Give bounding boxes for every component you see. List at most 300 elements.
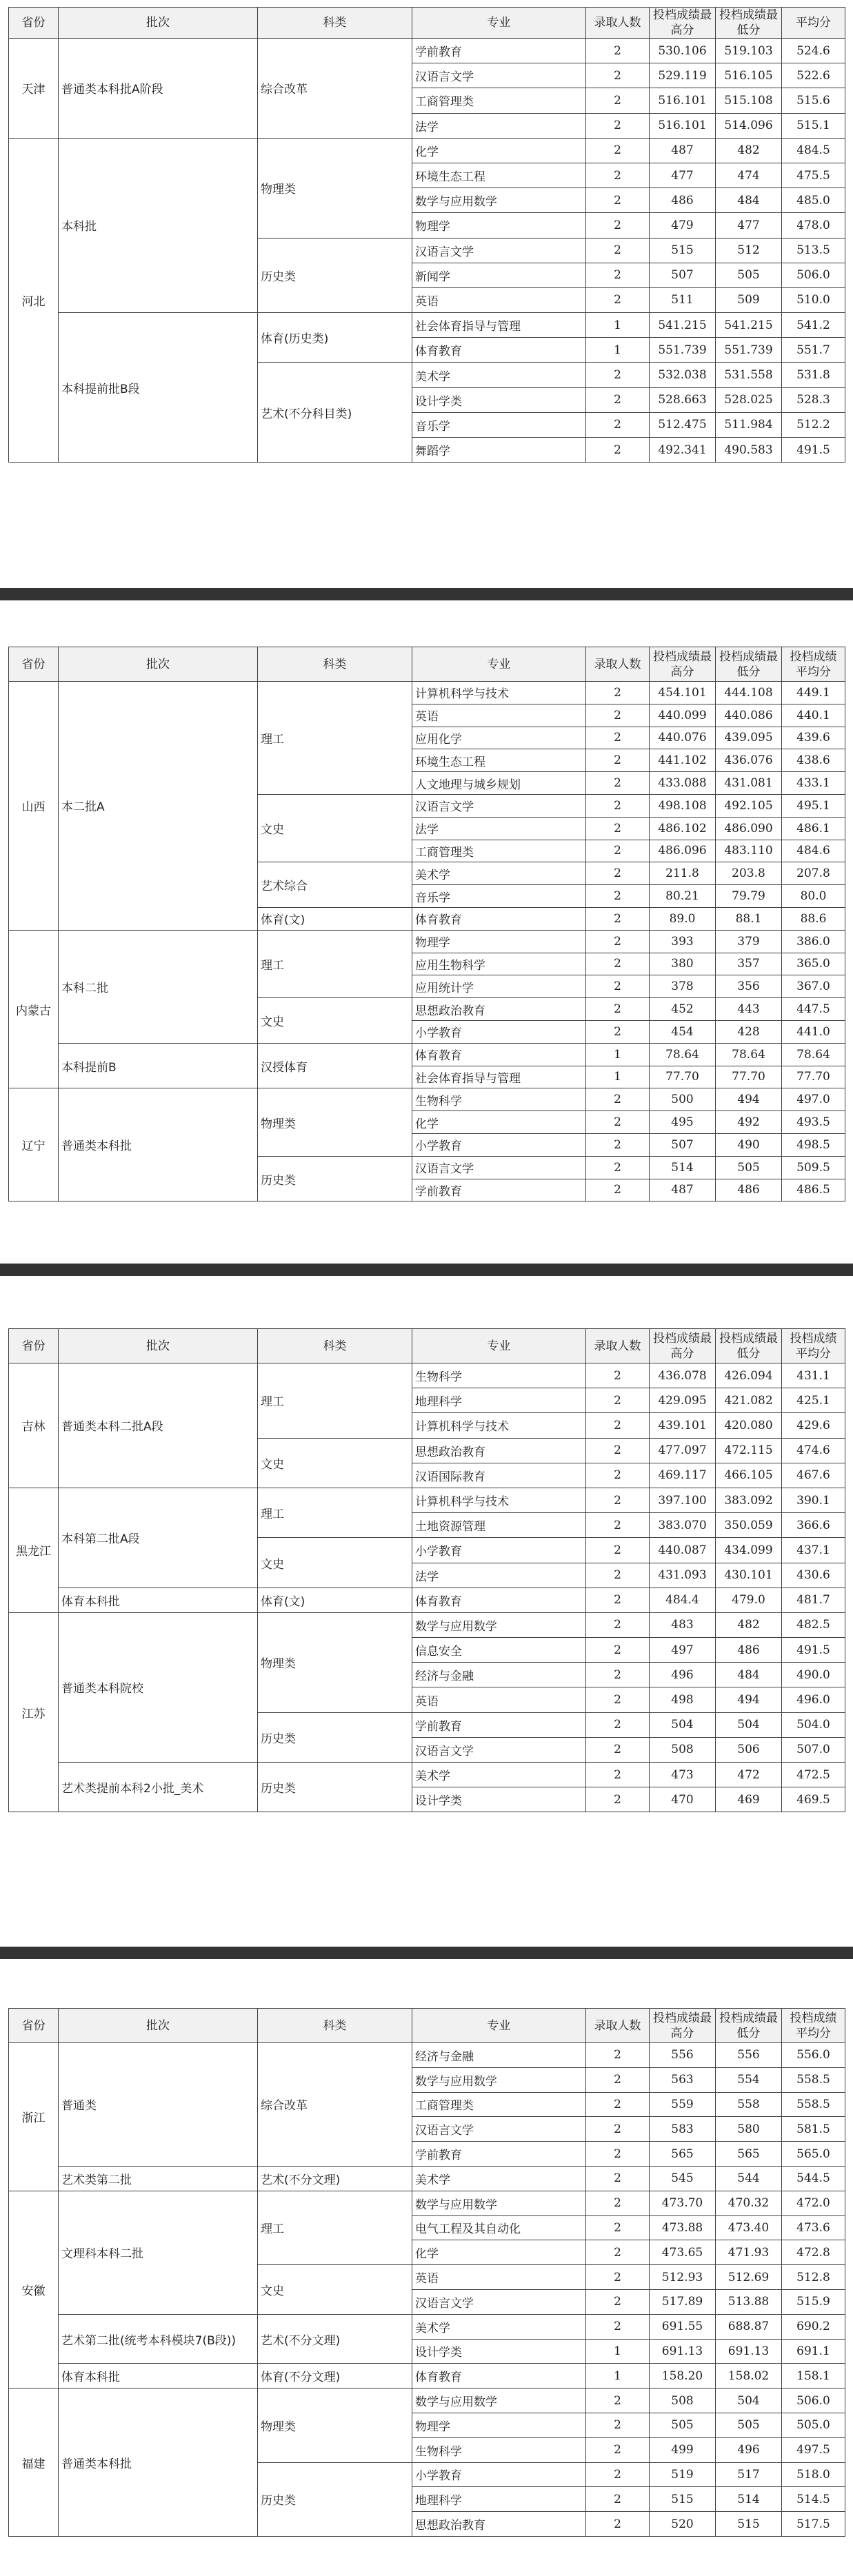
- min-score-cell: 531.558: [716, 363, 782, 387]
- max-score-cell: 484.4: [650, 1588, 716, 1612]
- max-score-cell: 211.8: [650, 862, 716, 885]
- major-cell: 应用化学: [412, 727, 586, 749]
- min-score-cell: 505: [716, 1156, 782, 1179]
- min-score-cell: 430.101: [716, 1563, 782, 1588]
- enroll-count-cell: 2: [586, 287, 650, 312]
- max-score-cell: 158.20: [650, 2364, 716, 2389]
- header-batch: 批次: [59, 2009, 258, 2043]
- table-row: [9, 313, 845, 338]
- enroll-count-cell: 2: [586, 2512, 650, 2537]
- major-cell: 计算机科学与技术: [412, 1488, 586, 1512]
- major-cell: 土地资源管理: [412, 1513, 586, 1538]
- major-cell: 学前教育: [412, 39, 586, 63]
- max-score-cell: 486: [650, 188, 716, 213]
- min-score-cell: 440.086: [716, 704, 782, 727]
- avg-score-cell: 433.1: [782, 772, 845, 795]
- major-cell: 环境生态工程: [412, 163, 586, 187]
- max-score-cell: 487: [650, 138, 716, 163]
- table-row: [9, 2191, 845, 2215]
- category-cell: 体育(历史类): [258, 313, 412, 363]
- max-score-cell: 541.215: [650, 313, 716, 338]
- province-cell: 辽宁: [9, 1088, 59, 1201]
- min-score-cell: 477: [716, 213, 782, 238]
- min-score-cell: 357: [716, 953, 782, 975]
- min-score-cell: 471.93: [716, 2240, 782, 2265]
- enroll-count-cell: 2: [586, 63, 650, 88]
- batch-cell: 普通类: [59, 2043, 258, 2167]
- max-score-cell: 440.076: [650, 727, 716, 749]
- header-major: 专业: [412, 647, 586, 682]
- min-score-cell: 78.64: [716, 1043, 782, 1066]
- table-row: [9, 39, 845, 63]
- batch-cell: 艺术类提前本科2小批_美术: [59, 1763, 258, 1812]
- admission-table: [8, 647, 845, 1201]
- table-row: [9, 2166, 845, 2191]
- max-score-cell: 436.078: [650, 1363, 716, 1388]
- enroll-count-cell: 1: [586, 338, 650, 363]
- category-cell: 文史: [258, 998, 412, 1044]
- enroll-count-cell: 2: [586, 1563, 650, 1588]
- category-cell: 艺术综合: [258, 862, 412, 908]
- major-cell: 汉语言文学: [412, 794, 586, 817]
- major-cell: 体育教育: [412, 2364, 586, 2389]
- avg-score-cell: 691.1: [782, 2339, 845, 2364]
- major-cell: 化学: [412, 1111, 586, 1134]
- enroll-count-cell: 2: [586, 213, 650, 238]
- batch-cell: 本科提前批B段: [59, 313, 258, 463]
- min-score-cell: 514.096: [716, 113, 782, 138]
- avg-score-cell: 441.0: [782, 1020, 845, 1043]
- enroll-count-cell: 2: [586, 88, 650, 113]
- max-score-cell: 519: [650, 2462, 716, 2487]
- major-cell: 体育教育: [412, 1588, 586, 1612]
- enroll-count-cell: 2: [586, 794, 650, 817]
- max-score-cell: 551.739: [650, 338, 716, 363]
- min-score-cell: 479.0: [716, 1588, 782, 1612]
- max-score-cell: 454.101: [650, 682, 716, 704]
- table-row: [9, 930, 845, 953]
- avg-score-cell: 491.5: [782, 438, 845, 463]
- category-cell: 物理类: [258, 138, 412, 238]
- min-score-cell: 383.092: [716, 1488, 782, 1512]
- major-cell: 思想政治教育: [412, 998, 586, 1021]
- min-score-cell: 490.583: [716, 438, 782, 463]
- batch-cell: 普通类本科批: [59, 2389, 258, 2537]
- avg-score-cell: 438.6: [782, 749, 845, 772]
- max-score-cell: 433.088: [650, 772, 716, 795]
- max-score-cell: 486.096: [650, 840, 716, 862]
- category-cell: 体育(文): [258, 907, 412, 930]
- major-cell: 体育教育: [412, 907, 586, 930]
- header-province: 省份: [9, 647, 59, 682]
- min-score-cell: 506: [716, 1737, 782, 1762]
- max-score-cell: 508: [650, 1737, 716, 1762]
- min-score-cell: 472: [716, 1763, 782, 1787]
- avg-score-cell: 207.8: [782, 862, 845, 885]
- max-score-cell: 380: [650, 953, 716, 975]
- enroll-count-cell: 2: [586, 1612, 650, 1637]
- batch-cell: 本科批: [59, 138, 258, 312]
- max-score-cell: 583: [650, 2117, 716, 2142]
- max-score-cell: 508: [650, 2389, 716, 2413]
- major-cell: 法学: [412, 817, 586, 840]
- max-score-cell: 397.100: [650, 1488, 716, 1512]
- table-row: [9, 2389, 845, 2413]
- max-score-cell: 393: [650, 930, 716, 953]
- header-major: 专业: [412, 8, 586, 39]
- max-score-cell: 495: [650, 1111, 716, 1134]
- category-cell: 文史: [258, 2265, 412, 2315]
- major-cell: 汉语言文学: [412, 238, 586, 263]
- header-min-score: 投档成绩最低分: [716, 8, 782, 39]
- max-score-cell: 507: [650, 1133, 716, 1156]
- province-cell: 江苏: [9, 1612, 59, 1812]
- max-score-cell: 497: [650, 1638, 716, 1663]
- avg-score-cell: 506.0: [782, 263, 845, 287]
- avg-score-cell: 690.2: [782, 2314, 845, 2339]
- province-cell: 吉林: [9, 1363, 59, 1488]
- enroll-count-cell: 2: [586, 930, 650, 953]
- min-score-cell: 551.739: [716, 338, 782, 363]
- min-score-cell: 515: [716, 2512, 782, 2537]
- major-cell: 信息安全: [412, 1638, 586, 1663]
- min-score-cell: 494: [716, 1687, 782, 1712]
- avg-score-cell: 431.1: [782, 1363, 845, 1388]
- min-score-cell: 421.082: [716, 1388, 782, 1413]
- min-score-cell: 565: [716, 2142, 782, 2167]
- major-cell: 新闻学: [412, 263, 586, 287]
- category-cell: 历史类: [258, 238, 412, 313]
- section-divider: [0, 1947, 853, 1959]
- major-cell: 学前教育: [412, 2142, 586, 2167]
- table-row: [9, 138, 845, 163]
- avg-score-cell: 524.6: [782, 39, 845, 63]
- enroll-count-cell: 2: [586, 862, 650, 885]
- max-score-cell: 439.101: [650, 1413, 716, 1438]
- enroll-count-cell: 2: [586, 2043, 650, 2068]
- major-cell: 英语: [412, 1687, 586, 1712]
- avg-score-cell: 497.0: [782, 1088, 845, 1111]
- major-cell: 法学: [412, 1563, 586, 1588]
- avg-score-cell: 469.5: [782, 1787, 845, 1812]
- min-score-cell: 431.081: [716, 772, 782, 795]
- enroll-count-cell: 2: [586, 2166, 650, 2191]
- header-min-score: 投档成绩最低分: [716, 2009, 782, 2043]
- enroll-count-cell: 2: [586, 2314, 650, 2339]
- min-score-cell: 472.115: [716, 1438, 782, 1463]
- avg-score-cell: 365.0: [782, 953, 845, 975]
- enroll-count-cell: 2: [586, 363, 650, 387]
- max-score-cell: 500: [650, 1088, 716, 1111]
- enroll-count-cell: 2: [586, 1513, 650, 1538]
- header-avg-score: 投档成绩平均分: [782, 647, 845, 682]
- table-row: [9, 1088, 845, 1111]
- avg-score-cell: 504.0: [782, 1712, 845, 1737]
- major-cell: 数学与应用数学: [412, 2389, 586, 2413]
- max-score-cell: 514: [650, 1156, 716, 1179]
- enroll-count-cell: 2: [586, 1687, 650, 1712]
- enroll-count-cell: 2: [586, 2265, 650, 2290]
- major-cell: 地理科学: [412, 1388, 586, 1413]
- min-score-cell: 483.110: [716, 840, 782, 862]
- max-score-cell: 383.070: [650, 1513, 716, 1538]
- max-score-cell: 441.102: [650, 749, 716, 772]
- enroll-count-cell: 2: [586, 412, 650, 437]
- min-score-cell: 505: [716, 2413, 782, 2437]
- max-score-cell: 498: [650, 1687, 716, 1712]
- avg-score-cell: 158.1: [782, 2364, 845, 2389]
- table-row: [9, 1488, 845, 1512]
- header-province: 省份: [9, 1329, 59, 1363]
- major-cell: 数学与应用数学: [412, 2191, 586, 2215]
- major-cell: 电气工程及其自动化: [412, 2215, 586, 2240]
- enroll-count-cell: 2: [586, 2117, 650, 2142]
- avg-score-cell: 544.5: [782, 2166, 845, 2191]
- avg-score-cell: 498.5: [782, 1133, 845, 1156]
- enroll-count-cell: 2: [586, 1638, 650, 1663]
- max-score-cell: 469.117: [650, 1463, 716, 1488]
- enroll-count-cell: 2: [586, 1763, 650, 1787]
- max-score-cell: 77.70: [650, 1066, 716, 1088]
- min-score-cell: 434.099: [716, 1538, 782, 1563]
- major-cell: 思想政治教育: [412, 2512, 586, 2537]
- major-cell: 汉语言文学: [412, 1737, 586, 1762]
- max-score-cell: 440.087: [650, 1538, 716, 1563]
- avg-score-cell: 80.0: [782, 885, 845, 908]
- major-cell: 英语: [412, 287, 586, 312]
- avg-score-cell: 474.6: [782, 1438, 845, 1463]
- table-row: [9, 1588, 845, 1612]
- major-cell: 小学教育: [412, 2462, 586, 2487]
- min-score-cell: 513.88: [716, 2289, 782, 2314]
- enroll-count-cell: 1: [586, 1043, 650, 1066]
- avg-score-cell: 486.1: [782, 817, 845, 840]
- max-score-cell: 511: [650, 287, 716, 312]
- min-score-cell: 492.105: [716, 794, 782, 817]
- major-cell: 物理学: [412, 213, 586, 238]
- avg-score-cell: 515.9: [782, 2289, 845, 2314]
- min-score-cell: 88.1: [716, 907, 782, 930]
- header-avg-score: 投档成绩平均分: [782, 1329, 845, 1363]
- avg-score-cell: 77.70: [782, 1066, 845, 1088]
- min-score-cell: 490: [716, 1133, 782, 1156]
- max-score-cell: 563: [650, 2067, 716, 2092]
- avg-score-cell: 513.5: [782, 238, 845, 263]
- category-cell: 艺术(不分科目类): [258, 363, 412, 463]
- min-score-cell: 558: [716, 2092, 782, 2117]
- avg-score-cell: 518.0: [782, 2462, 845, 2487]
- min-score-cell: 504: [716, 1712, 782, 1737]
- max-score-cell: 515: [650, 238, 716, 263]
- enroll-count-cell: 2: [586, 2142, 650, 2167]
- major-cell: 小学教育: [412, 1538, 586, 1563]
- major-cell: 数学与应用数学: [412, 2067, 586, 2092]
- avg-score-cell: 467.6: [782, 1463, 845, 1488]
- avg-score-cell: 484.6: [782, 840, 845, 862]
- max-score-cell: 545: [650, 2166, 716, 2191]
- section-1: [8, 7, 845, 463]
- avg-score-cell: 556.0: [782, 2043, 845, 2068]
- major-cell: 汉语言文学: [412, 1156, 586, 1179]
- max-score-cell: 515: [650, 2487, 716, 2512]
- header-category: 科类: [258, 647, 412, 682]
- enroll-count-cell: 2: [586, 263, 650, 287]
- category-cell: 物理类: [258, 1612, 412, 1712]
- major-cell: 应用生物科学: [412, 953, 586, 975]
- enroll-count-cell: 2: [586, 2487, 650, 2512]
- max-score-cell: 512.93: [650, 2265, 716, 2290]
- major-cell: 数学与应用数学: [412, 1612, 586, 1637]
- min-score-cell: 496: [716, 2437, 782, 2462]
- batch-cell: 本二批A: [59, 682, 258, 931]
- major-cell: 英语: [412, 704, 586, 727]
- header-max-score: 投档成绩最高分: [650, 2009, 716, 2043]
- category-cell: 历史类: [258, 1712, 412, 1762]
- enroll-count-cell: 2: [586, 1663, 650, 1687]
- min-score-cell: 379: [716, 930, 782, 953]
- enroll-count-cell: 2: [586, 772, 650, 795]
- max-score-cell: 559: [650, 2092, 716, 2117]
- avg-score-cell: 472.0: [782, 2191, 845, 2215]
- enroll-count-cell: 2: [586, 1156, 650, 1179]
- min-score-cell: 356: [716, 975, 782, 998]
- major-cell: 设计学类: [412, 1787, 586, 1812]
- major-cell: 物理学: [412, 2413, 586, 2437]
- category-cell: 理工: [258, 930, 412, 997]
- category-cell: 体育(不分文理): [258, 2364, 412, 2389]
- category-cell: 理工: [258, 682, 412, 795]
- enroll-count-cell: 2: [586, 1438, 650, 1463]
- section-divider: [0, 1264, 853, 1276]
- header-category: 科类: [258, 8, 412, 39]
- avg-score-cell: 505.0: [782, 2413, 845, 2437]
- min-score-cell: 544: [716, 2166, 782, 2191]
- category-cell: 历史类: [258, 1156, 412, 1201]
- table-row: [9, 682, 845, 704]
- table-row: [9, 1763, 845, 1787]
- header-min-score: 投档成绩最低分: [716, 647, 782, 682]
- enroll-count-cell: 2: [586, 2092, 650, 2117]
- avg-score-cell: 478.0: [782, 213, 845, 238]
- enroll-count-cell: 2: [586, 1111, 650, 1134]
- max-score-cell: 517.89: [650, 2289, 716, 2314]
- avg-score-cell: 366.6: [782, 1513, 845, 1538]
- enroll-count-cell: 2: [586, 2462, 650, 2487]
- category-cell: 物理类: [258, 2389, 412, 2462]
- min-score-cell: 484: [716, 188, 782, 213]
- max-score-cell: 528.663: [650, 387, 716, 412]
- min-score-cell: 420.080: [716, 1413, 782, 1438]
- header-batch: 批次: [59, 647, 258, 682]
- table-row: [9, 1043, 845, 1066]
- province-cell: 黑龙江: [9, 1488, 59, 1612]
- major-cell: 英语: [412, 2265, 586, 2290]
- header-enroll: 录取人数: [586, 2009, 650, 2043]
- major-cell: 数学与应用数学: [412, 188, 586, 213]
- max-score-cell: 454: [650, 1020, 716, 1043]
- major-cell: 经济与金融: [412, 1663, 586, 1687]
- province-cell: 山西: [9, 682, 59, 931]
- province-cell: 河北: [9, 138, 59, 462]
- max-score-cell: 473.70: [650, 2191, 716, 2215]
- avg-score-cell: 386.0: [782, 930, 845, 953]
- min-score-cell: 482: [716, 138, 782, 163]
- enroll-count-cell: 1: [586, 1066, 650, 1088]
- header-province: 省份: [9, 2009, 59, 2043]
- avg-score-cell: 551.7: [782, 338, 845, 363]
- avg-score-cell: 558.5: [782, 2092, 845, 2117]
- avg-score-cell: 506.0: [782, 2389, 845, 2413]
- enroll-count-cell: 2: [586, 1538, 650, 1563]
- max-score-cell: 530.106: [650, 39, 716, 63]
- section-2: [8, 647, 845, 1201]
- min-score-cell: 484: [716, 1663, 782, 1687]
- major-cell: 化学: [412, 138, 586, 163]
- avg-score-cell: 541.2: [782, 313, 845, 338]
- category-cell: 物理类: [258, 1088, 412, 1156]
- avg-score-cell: 472.5: [782, 1763, 845, 1787]
- category-cell: 文史: [258, 794, 412, 862]
- category-cell: 综合改革: [258, 2043, 412, 2167]
- header-min-score: 投档成绩最低分: [716, 1329, 782, 1363]
- min-score-cell: 79.79: [716, 885, 782, 908]
- major-cell: 体育教育: [412, 1043, 586, 1066]
- min-score-cell: 436.076: [716, 749, 782, 772]
- avg-score-cell: 528.3: [782, 387, 845, 412]
- enroll-count-cell: 2: [586, 1413, 650, 1438]
- major-cell: 工商管理类: [412, 2092, 586, 2117]
- avg-score-cell: 425.1: [782, 1388, 845, 1413]
- min-score-cell: 470.32: [716, 2191, 782, 2215]
- enroll-count-cell: 2: [586, 238, 650, 263]
- major-cell: 美术学: [412, 862, 586, 885]
- max-score-cell: 431.093: [650, 1563, 716, 1588]
- enroll-count-cell: 2: [586, 1463, 650, 1488]
- min-score-cell: 350.059: [716, 1513, 782, 1538]
- enroll-count-cell: 2: [586, 682, 650, 704]
- max-score-cell: 565: [650, 2142, 716, 2167]
- avg-score-cell: 367.0: [782, 975, 845, 998]
- min-score-cell: 486: [716, 1638, 782, 1663]
- max-score-cell: 512.475: [650, 412, 716, 437]
- batch-cell: 文理科本科二批: [59, 2191, 258, 2314]
- avg-score-cell: 449.1: [782, 682, 845, 704]
- avg-score-cell: 495.1: [782, 794, 845, 817]
- table-row: [9, 2043, 845, 2068]
- max-score-cell: 516.101: [650, 113, 716, 138]
- max-score-cell: 470: [650, 1787, 716, 1812]
- min-score-cell: 554: [716, 2067, 782, 2092]
- min-score-cell: 580: [716, 2117, 782, 2142]
- min-score-cell: 439.095: [716, 727, 782, 749]
- min-score-cell: 474: [716, 163, 782, 187]
- header-max-score: 投档成绩最高分: [650, 1329, 716, 1363]
- avg-score-cell: 88.6: [782, 907, 845, 930]
- major-cell: 小学教育: [412, 1133, 586, 1156]
- enroll-count-cell: 2: [586, 998, 650, 1021]
- province-cell: 天津: [9, 39, 59, 139]
- min-score-cell: 509: [716, 287, 782, 312]
- batch-cell: 本科提前B: [59, 1043, 258, 1088]
- batch-cell: 本科二批: [59, 930, 258, 1043]
- enroll-count-cell: 2: [586, 704, 650, 727]
- avg-score-cell: 507.0: [782, 1737, 845, 1762]
- enroll-count-cell: 2: [586, 975, 650, 998]
- avg-score-cell: 472.8: [782, 2240, 845, 2265]
- category-cell: 理工: [258, 1363, 412, 1439]
- enroll-count-cell: 2: [586, 907, 650, 930]
- min-score-cell: 158.02: [716, 2364, 782, 2389]
